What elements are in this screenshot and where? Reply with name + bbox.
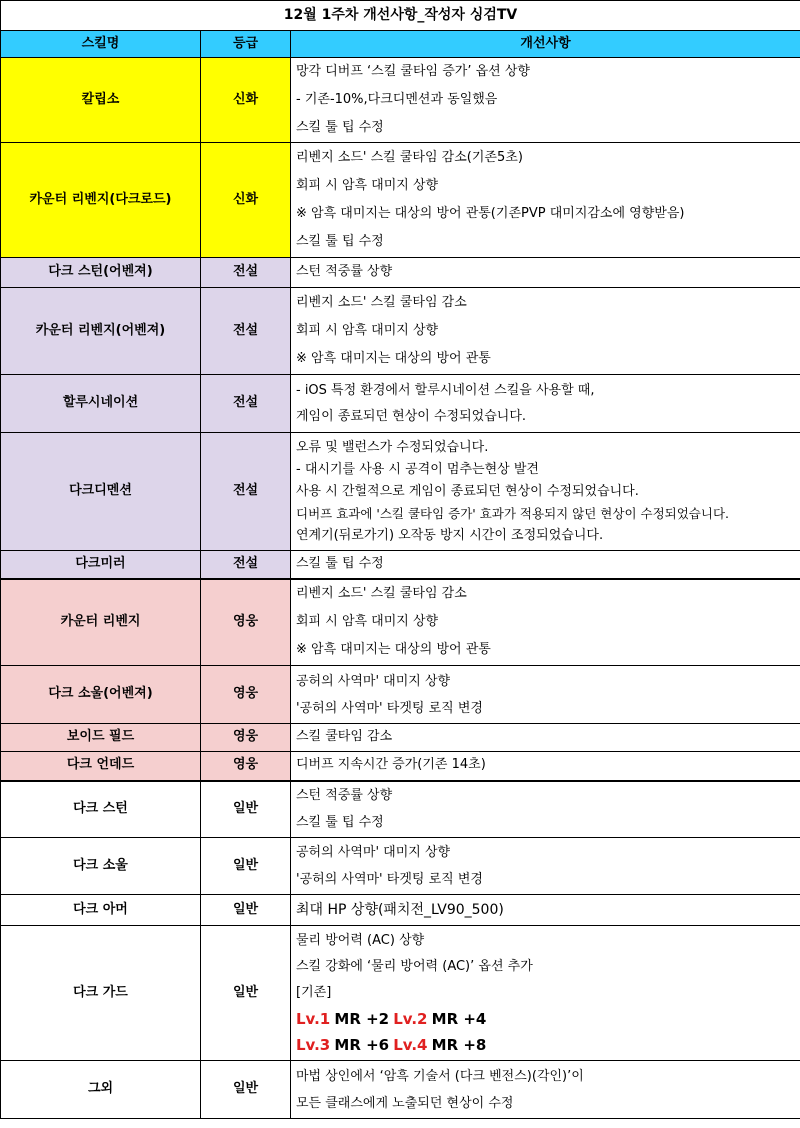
skill-name: 할루시네이션 xyxy=(1,375,201,433)
level-label: Lv.1 xyxy=(296,1010,331,1028)
skill-name: 다크디멘션 xyxy=(1,433,201,551)
level-value: MR +2 xyxy=(334,1010,390,1028)
change-desc xyxy=(291,258,800,288)
table-row xyxy=(1,143,800,258)
skill-grade: 영웅 xyxy=(201,579,291,666)
skill-grade: 신화 xyxy=(201,58,291,143)
change-line: 오류 및 밸런스가 수정되었습니다. xyxy=(296,439,489,455)
skill-name: 다크 가드 xyxy=(1,926,201,1061)
skill-name: 다크 스턴 xyxy=(1,781,201,838)
change-line: ※ 암흑 대미지는 대상의 방어 관통(기존PVP 대미지감소에 영향받음) xyxy=(296,206,685,221)
change-line: 최대 HP 상향(패치전_LV90_500) xyxy=(296,901,504,918)
change-desc xyxy=(291,288,800,375)
change-line: - 대시기를 사용 시 공격이 멈추는현상 발견 xyxy=(296,461,539,477)
skill-name: 카운터 리벤지 xyxy=(1,579,201,666)
skill-name: 다크 언데드 xyxy=(1,752,201,781)
change-line: 망각 디버프 ‘스킬 쿨타임 증가’ 옵션 상향 xyxy=(296,64,530,79)
skill-grade: 영웅 xyxy=(201,724,291,752)
level-label: Lv.2 xyxy=(393,1010,428,1028)
skill-grade: 일반 xyxy=(201,781,291,838)
table-row xyxy=(1,579,800,666)
change-line: 모든 클래스에게 노출되던 현상이 수정 xyxy=(296,1095,514,1111)
skill-grade: 전설 xyxy=(201,433,291,551)
skill-grade: 전설 xyxy=(201,375,291,433)
table-row xyxy=(1,926,800,1061)
skill-grade: 일반 xyxy=(201,838,291,895)
change-line: 마법 상인에서 ‘암흑 기술서 (다크 벤전스)(각인)’이 xyxy=(296,1068,584,1084)
change-desc xyxy=(291,895,800,926)
level-value: MR +8 xyxy=(431,1036,487,1054)
change-line: 디버프 효과에 '스킬 쿨타임 증가' 효과가 적용되지 않던 현상이 수정되었습니다. xyxy=(296,505,730,521)
change-line: ※ 암흑 대미지는 대상의 방어 관통 xyxy=(296,642,491,658)
level-value: MR +4 xyxy=(431,1010,487,1028)
table-row xyxy=(1,895,800,926)
skill-name: 다크 소울 xyxy=(1,838,201,895)
change-desc xyxy=(291,1061,800,1119)
skill-grade: 전설 xyxy=(201,288,291,375)
table-row xyxy=(1,838,800,895)
change-line: [기존] xyxy=(296,985,332,1000)
change-line: 공허의 사역마' 대미지 상향 xyxy=(296,845,451,860)
change-line: 리벤지 소드' 스킬 쿨타임 감소(기존5초) xyxy=(296,150,523,165)
level-line xyxy=(296,1006,795,1032)
skill-grade: 영웅 xyxy=(201,666,291,724)
change-line: 디버프 지속시간 증가(기존 14초) xyxy=(296,757,486,773)
skill-name: 다크미러 xyxy=(1,551,201,579)
table-row xyxy=(1,752,800,781)
change-line: 스턴 적중률 상향 xyxy=(296,264,393,280)
change-line: 회피 시 암흑 대미지 상향 xyxy=(296,323,439,338)
change-line: 공허의 사역마' 대미지 상향 xyxy=(296,673,451,689)
change-line: 스킬 쿨타임 감소 xyxy=(296,729,393,745)
change-desc xyxy=(291,143,800,258)
skill-name: 카운터 리벤지(다크로드) xyxy=(1,143,201,258)
change-desc xyxy=(291,926,800,1061)
change-line: 리벤지 소드' 스킬 쿨타임 감소 xyxy=(296,586,467,602)
skill-name: 칼립소 xyxy=(1,58,201,143)
change-desc xyxy=(291,375,800,433)
change-line: 연계기(뒤로가기) 오작동 방지 시간이 조정되었습니다. xyxy=(296,527,604,543)
skill-grade: 신화 xyxy=(201,143,291,258)
change-line: - 기존-10%,다크디멘션과 동일했음 xyxy=(296,92,498,107)
change-line: ※ 암흑 대미지는 대상의 방어 관통 xyxy=(296,351,491,366)
table-row xyxy=(1,666,800,724)
change-line: 리벤지 소드' 스킬 쿨타임 감소 xyxy=(296,295,467,310)
level-line xyxy=(296,1032,795,1058)
change-line: 스킬 툴 팁 수정 xyxy=(296,815,384,831)
change-line: 스킬 툴 팁 수정 xyxy=(296,555,384,571)
table-row xyxy=(1,781,800,838)
change-line: '공허의 사역마' 타겟팅 로직 변경 xyxy=(296,700,483,716)
skill-grade: 일반 xyxy=(201,895,291,926)
change-line: 스턴 적중률 상향 xyxy=(296,788,393,804)
change-desc xyxy=(291,433,800,551)
change-desc xyxy=(291,781,800,838)
change-desc xyxy=(291,579,800,666)
change-desc xyxy=(291,551,800,579)
skill-grade: 일반 xyxy=(201,926,291,1061)
level-label: Lv.4 xyxy=(393,1036,428,1054)
change-line: - iOS 특정 환경에서 할루시네이션 스킬을 사용할 때, xyxy=(296,382,595,398)
skill-grade: 영웅 xyxy=(201,752,291,781)
header-changes: 개선사항 xyxy=(291,31,800,58)
skill-grade: 전설 xyxy=(201,551,291,579)
skill-name: 보이드 필드 xyxy=(1,724,201,752)
table-row xyxy=(1,551,800,579)
change-line: 스킬 툴 팁 수정 xyxy=(296,234,384,249)
skill-name: 카운터 리벤지(어벤져) xyxy=(1,288,201,375)
change-desc xyxy=(291,838,800,895)
table-title: 12월 1주차 개선사항_작성자 싱검TV xyxy=(1,1,800,31)
table-row xyxy=(1,375,800,433)
header-grade: 등급 xyxy=(201,31,291,58)
change-line: 사용 시 간헐적으로 게임이 종료되던 현상이 수정되었습니다. xyxy=(296,483,639,499)
change-line: '공허의 사역마' 타겟팅 로직 변경 xyxy=(296,872,483,887)
level-value: MR +6 xyxy=(334,1036,390,1054)
table-row xyxy=(1,258,800,288)
table-row xyxy=(1,1061,800,1119)
skill-name: 다크 아머 xyxy=(1,895,201,926)
table-row xyxy=(1,724,800,752)
change-line: 물리 방어력 (AC) 상향 xyxy=(296,933,425,948)
skill-grade: 전설 xyxy=(201,258,291,288)
skill-name: 다크 소울(어벤져) xyxy=(1,666,201,724)
level-label: Lv.3 xyxy=(296,1036,331,1054)
change-desc xyxy=(291,752,800,781)
change-desc xyxy=(291,58,800,143)
change-line: 스킬 툴 팁 수정 xyxy=(296,120,384,135)
change-line: 스킬 강화에 ‘물리 방어력 (AC)’ 옵션 추가 xyxy=(296,959,533,974)
skill-name: 그외 xyxy=(1,1061,201,1119)
skill-name: 다크 스턴(어벤져) xyxy=(1,258,201,288)
skill-grade: 일반 xyxy=(201,1061,291,1119)
change-desc xyxy=(291,666,800,724)
change-line: 회피 시 암흑 대미지 상향 xyxy=(296,614,439,630)
table-row xyxy=(1,288,800,375)
change-desc xyxy=(291,724,800,752)
change-line: 게임이 종료되던 현상이 수정되었습니다. xyxy=(296,408,527,424)
table-row xyxy=(1,58,800,143)
table-row xyxy=(1,433,800,551)
header-skill-name: 스킬명 xyxy=(1,31,201,58)
change-line: 회피 시 암흑 대미지 상향 xyxy=(296,178,439,193)
